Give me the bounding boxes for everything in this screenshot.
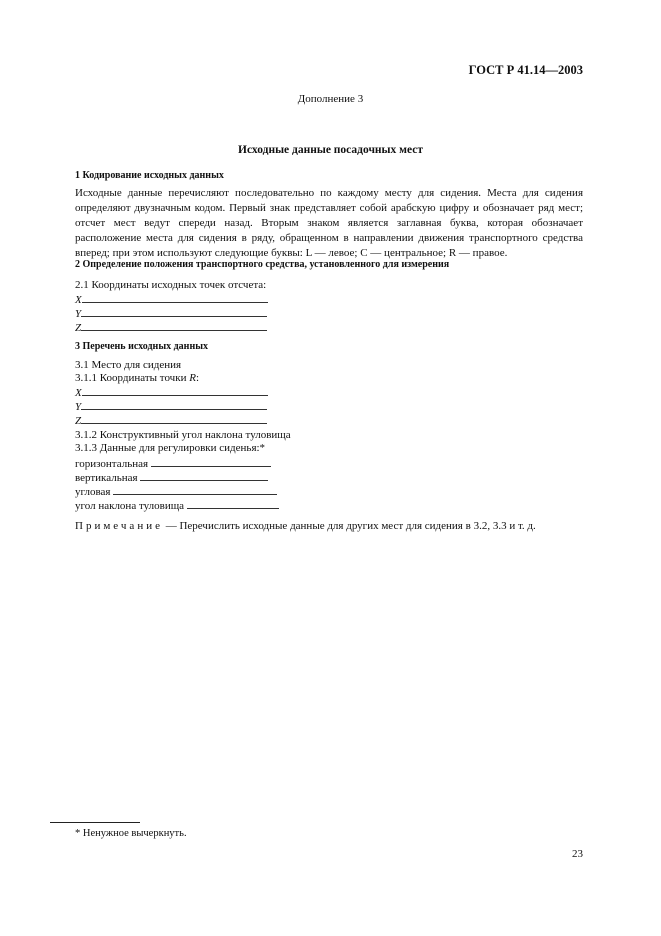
adjust-torso-angle: [75, 498, 279, 512]
section-1-text: Исходные данные перечисляют последовательно по каждому месту для сидения. Места для сидения определяют двузначным кодом. Первый знак представляет собой арабскую цифру и обозначает ряд мест; отсчет мест ведут спереди назад. Вторым знаком является заглавная буква, которая обозначает расположение места для сидения в ряду, обращенном в направлении движения транспортного средства вперед; при этом используют следующие буквы: L — левое; С — центральное; R — правое.: [75, 187, 583, 259]
coord-label: Y: [75, 401, 82, 413]
page-title: Исходные данные посадочных мест: [238, 144, 423, 156]
adjust-horizontal: [75, 456, 271, 470]
blank-line: [81, 399, 267, 410]
note: [75, 520, 536, 532]
section-3-heading: 3 Перечень исходных данных: [75, 341, 209, 352]
coord-label: Y: [75, 308, 82, 320]
addendum-label: Дополнение 3: [297, 93, 364, 105]
blank-line: [81, 413, 267, 424]
coord-label: X: [75, 387, 82, 399]
coord-y-2: [75, 306, 267, 320]
adjust-label: вертикальная: [75, 472, 138, 484]
item-3-1-1-suffix: :: [195, 372, 199, 384]
adjust-label: угловая: [75, 486, 111, 498]
note-text: — Перечислить исходные данные для других мест для сидения в 3.2, 3.3 и т. д.: [162, 520, 536, 532]
page-number: 23: [572, 848, 583, 860]
blank-line: [81, 306, 267, 317]
blank-line: [187, 498, 279, 509]
item-2-1: 2.1 Координаты исходных точек отсчета:: [75, 279, 267, 291]
item-3-1: 3.1 Место для сидения: [75, 359, 182, 371]
blank-line: [140, 470, 268, 481]
adjust-angular: [75, 484, 277, 498]
coord-label: X: [75, 294, 82, 306]
item-3-1-1: [75, 372, 199, 384]
blank-line: [151, 456, 271, 467]
item-3-1-2: 3.1.2 Конструктивный угол наклона туловища: [75, 429, 291, 441]
blank-line: [81, 320, 267, 331]
standard-header: ГОСТ Р 41.14—2003: [468, 63, 583, 77]
coord-label: Z: [75, 322, 82, 334]
footnote-divider: [50, 822, 140, 823]
point-r-label: R: [189, 372, 196, 384]
coord-x-2: [75, 292, 268, 306]
blank-line: [113, 484, 277, 495]
adjust-label: угол наклона туловища: [75, 500, 185, 512]
coord-z-3: [75, 413, 267, 427]
coord-z-2: [75, 320, 267, 334]
section-1-heading: 1 Кодирование исходных данных: [75, 170, 224, 181]
section-1-paragraph: [75, 186, 583, 261]
adjust-label: горизонтальная: [75, 458, 149, 470]
coord-x-3: [75, 385, 268, 399]
blank-line: [82, 385, 268, 396]
item-3-1-1-prefix: 3.1.1 Координаты точки: [75, 372, 190, 384]
item-3-1-3: 3.1.3 Данные для регулировки сиденья:*: [75, 442, 266, 454]
section-2-heading: 2 Определение положения транспортного средства, установленного для измерения: [75, 259, 450, 270]
coord-y-3: [75, 399, 267, 413]
adjust-vertical: [75, 470, 268, 484]
footnote: * Ненужное вычеркнуть.: [75, 828, 187, 839]
coord-label: Z: [75, 415, 82, 427]
blank-line: [82, 292, 268, 303]
note-label: Примечание: [75, 520, 163, 532]
